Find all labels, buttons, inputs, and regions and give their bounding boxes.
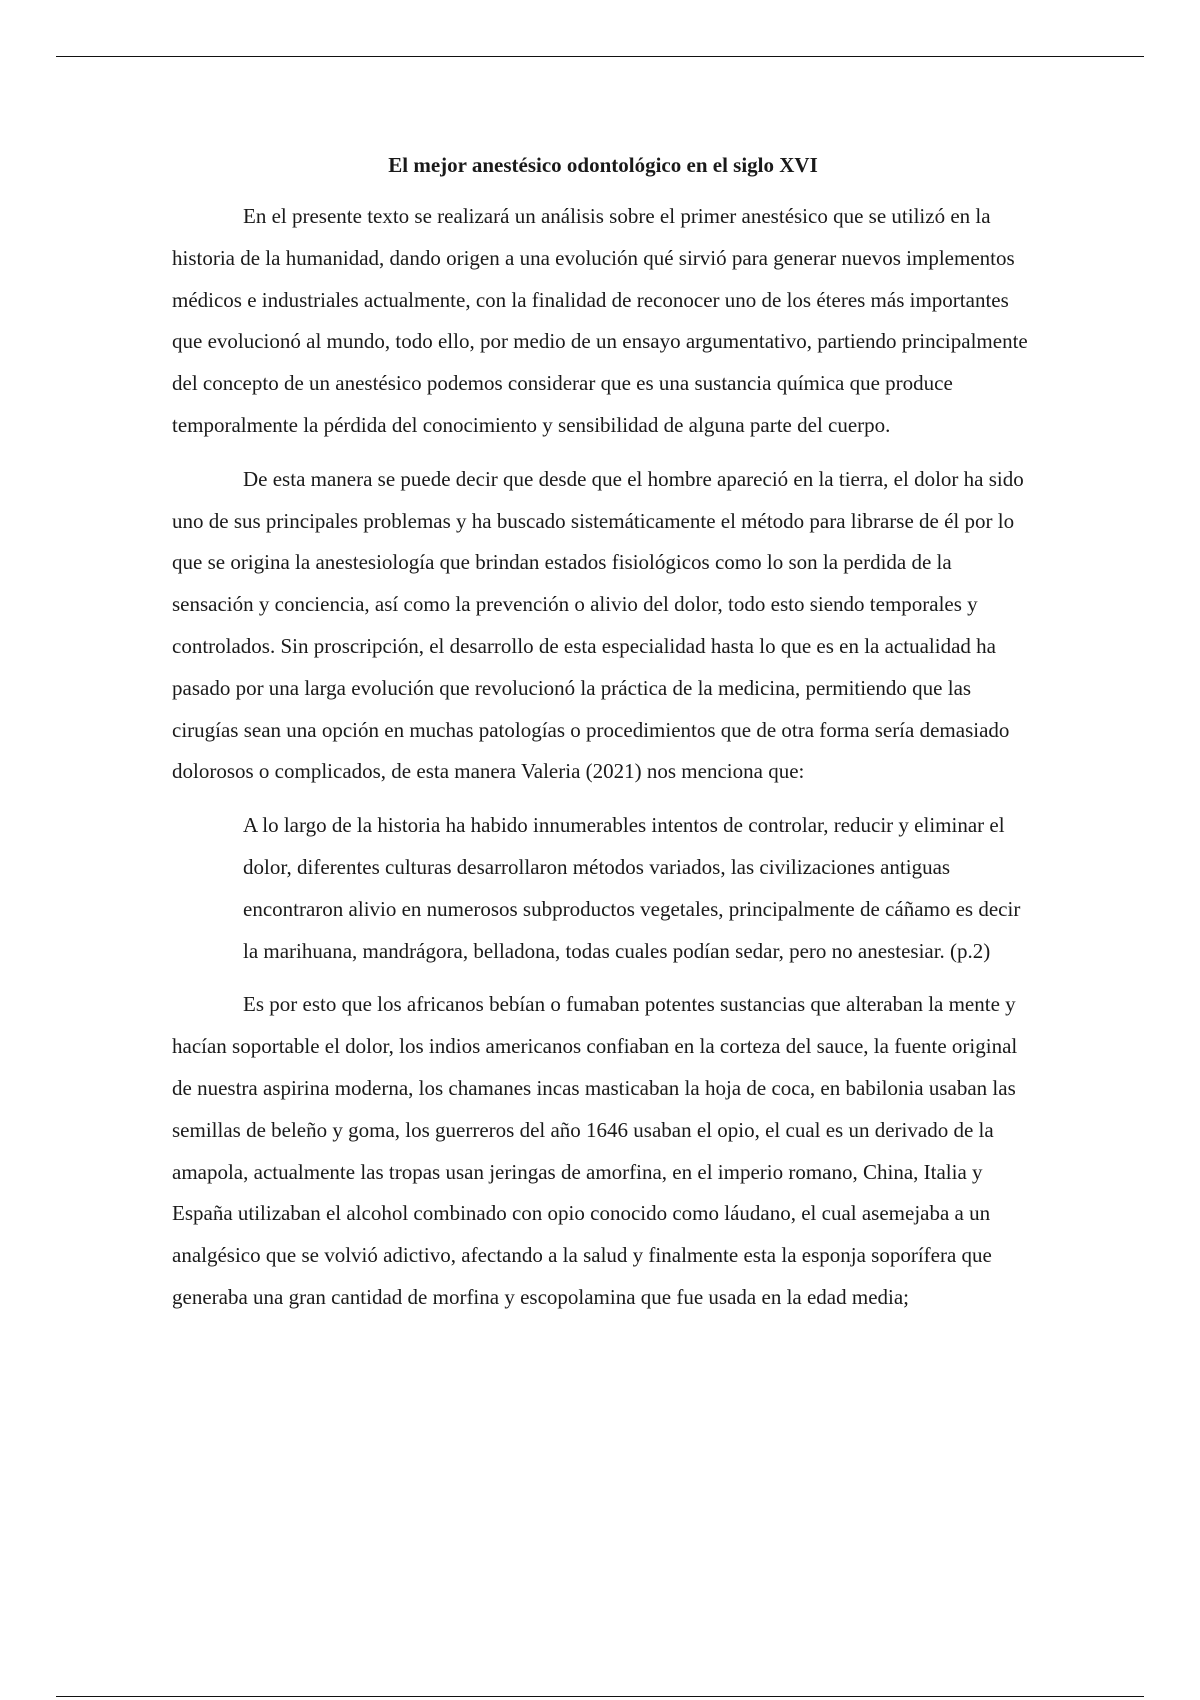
document-body [172, 138, 1034, 1331]
block-quote: A lo largo de la historia ha habido innumerables intentos de controlar, reducir y eliminar el dolor, diferentes culturas desarrollaron métodos variados, las civilizaciones antiguas encontraron alivio en numerosos subproductos vegetales, principalmente de cáñamo es decir la marihuana, mandrágora, belladona, todas cuales podían sedar, pero no anestesiar. (p.2) [243, 813, 1021, 963]
document-title: El mejor anestésico odontológico en el siglo XVI [388, 153, 818, 177]
paragraph-cultures: Es por esto que los africanos bebían o fumaban potentes sustancias que alteraban la mente y hacían soportable el dolor, los indios americanos confiaban en la corteza del sauce, la fuente original de nuestra aspirina moderna, los chamanes incas masticaban la hoja de coca, en babilonia usaban las semillas de beleño y goma, los guerreros del año 1646 usaban el opio, el cual es un derivado de la amapola, actualmente las tropas usan jeringas de amorfina, en el imperio romano, China, Italia y España utilizaban el alcohol combinado con opio conocido como láudano, el cual asemejaba a un analgésico que se volvió adictivo, afectando a la salud y finalmente esta la esponja soporífera que generaba una gran cantidad de morfina y escopolamina que fue usada en la edad media; [172, 992, 1018, 1309]
page-header-rule [56, 56, 1144, 57]
paragraph-intro: En el presente texto se realizará un análisis sobre el primer anestésico que se utilizó en la historia de la humanidad, dando origen a una evolución qué sirvió para generar nuevos implementos médicos e industriales actualmente, con la finalidad de reconocer uno de los éteres más importantes que evolucionó al mundo, todo ello, por medio de un ensayo argumentativo, partiendo principalmente del concepto de un anestésico podemos considerar que es una sustancia química que produce temporalmente la pérdida del conocimiento y sensibilidad de alguna parte del cuerpo. [172, 204, 1028, 437]
page-footer-rule [56, 1696, 1144, 1697]
paragraph-history: De esta manera se puede decir que desde que el hombre apareció en la tierra, el dolor ha sido uno de sus principales problemas y ha buscado sistemáticamente el método para librarse de él por lo que se origina la anestesiología que brindan estados fisiológicos como lo son la perdida de la sensación y conciencia, así como la prevención o alivio del dolor, todo esto siendo temporales y controlados. Sin proscripción, el desarrollo de esta especialidad hasta lo que es en la actualidad ha pasado por una larga evolución que revolucionó la práctica de la medicina, permitiendo que las cirugías sean una opción en muchas patologías o procedimientos que de otra forma sería demasiado dolorosos o complicados, de esta manera Valeria (2021) nos menciona que: [172, 466, 1024, 784]
